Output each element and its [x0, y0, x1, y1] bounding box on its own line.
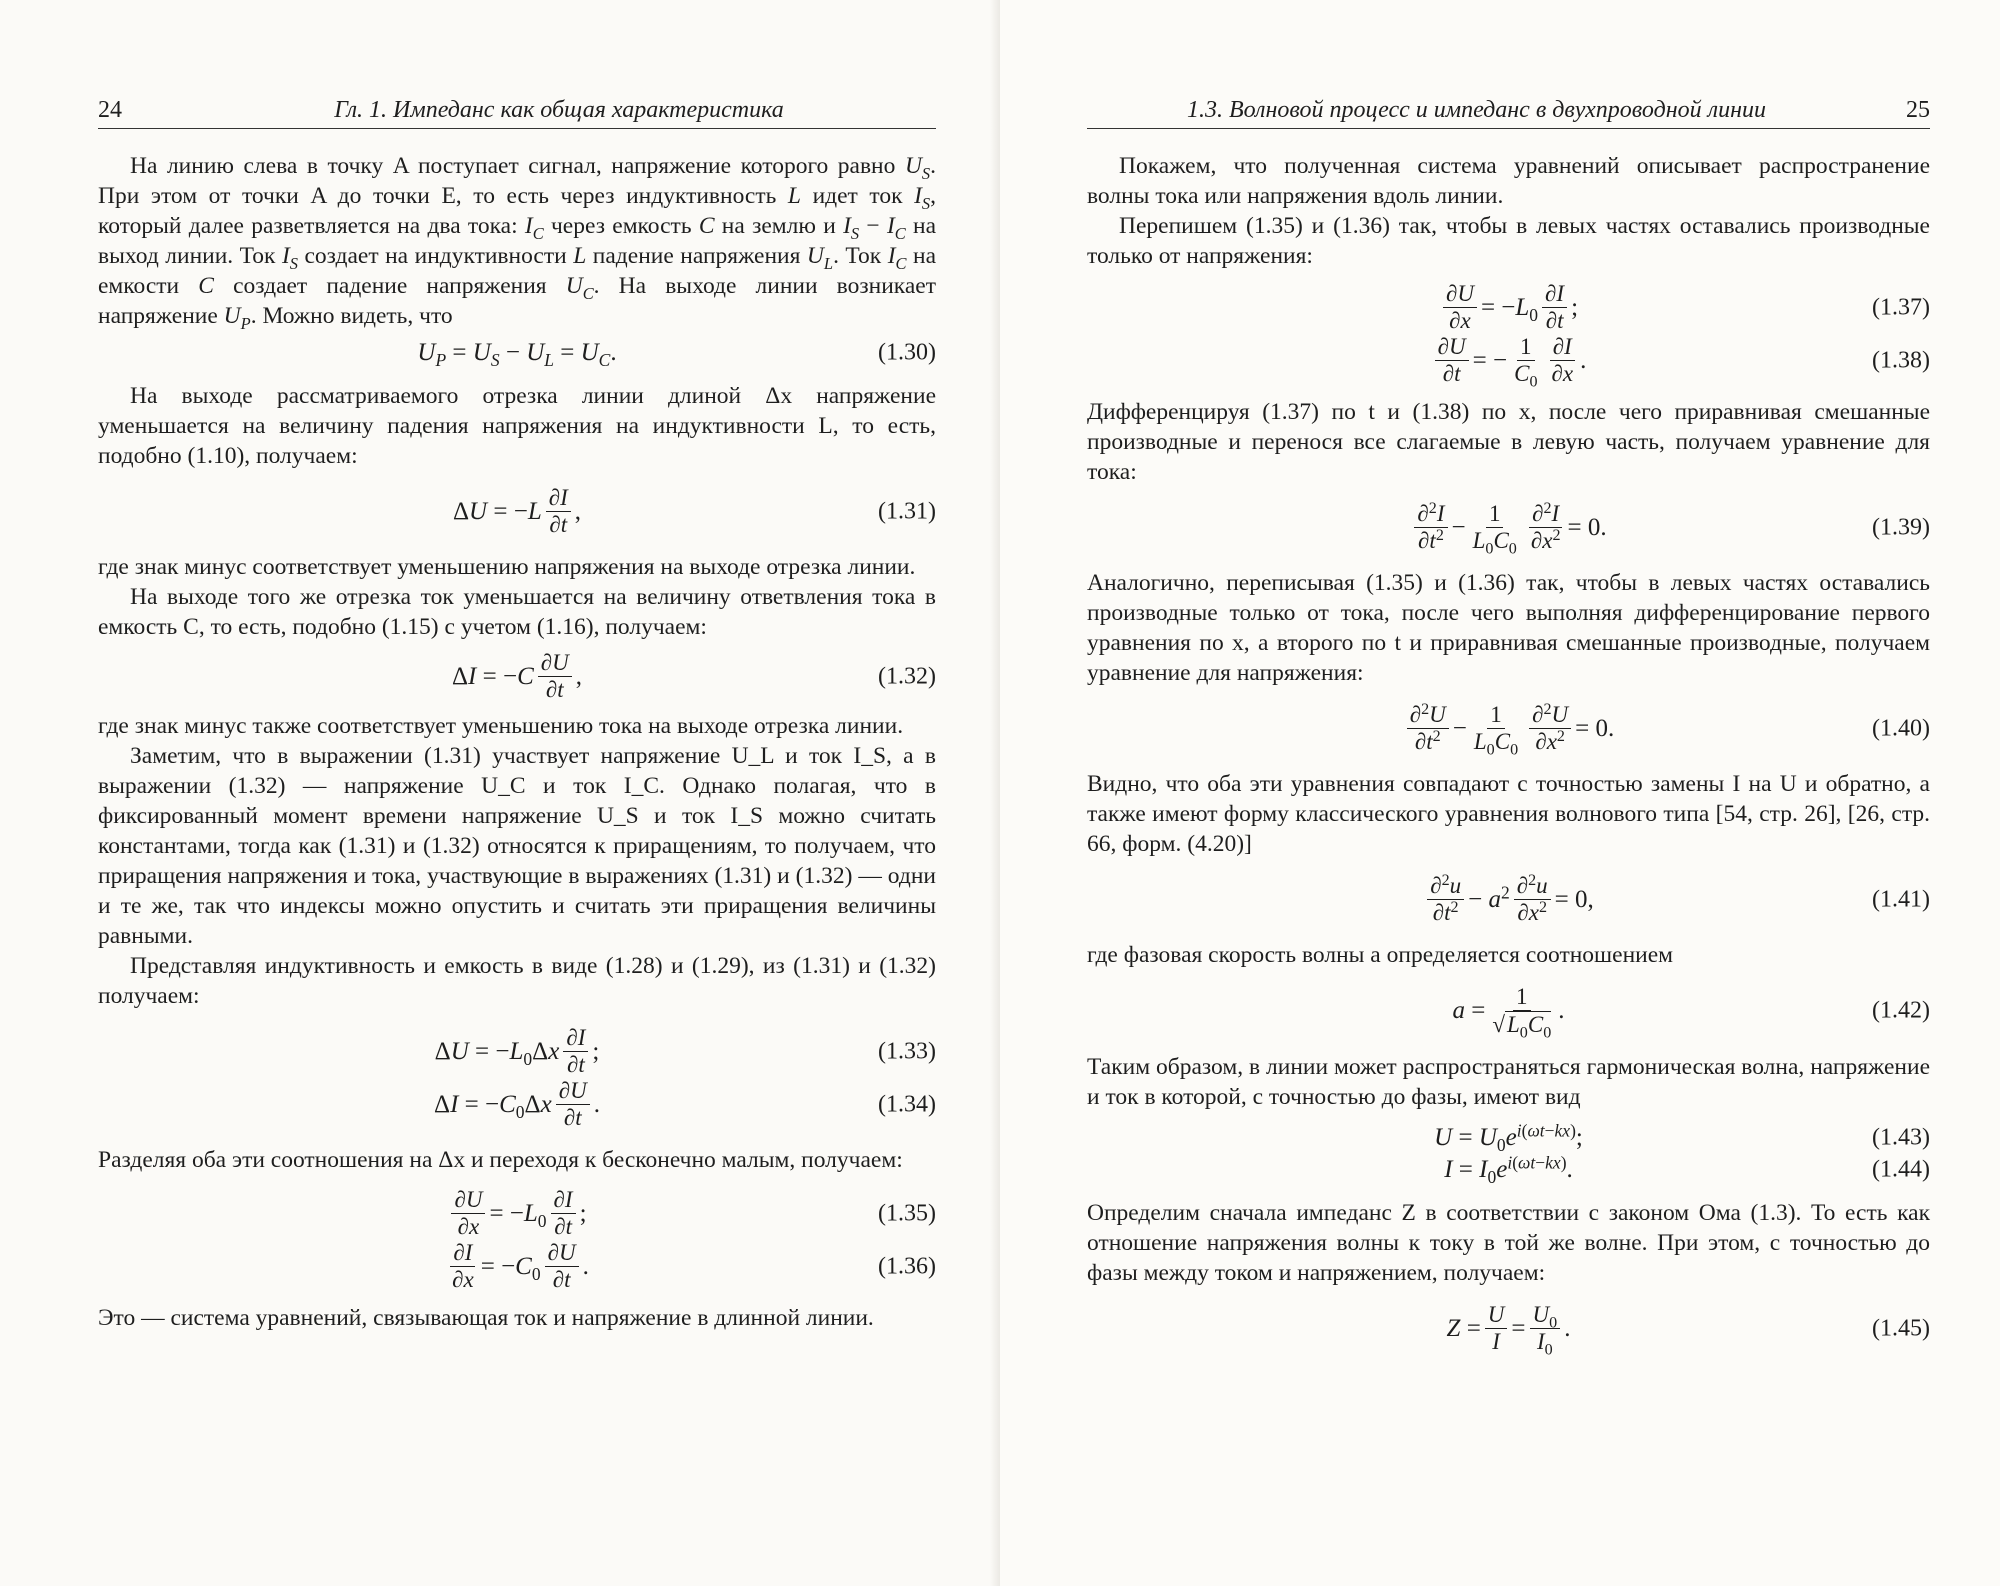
paragraph: На выходе рассматриваемого отрезка линии длиной Δx напряжение уменьшается на величину падения напряжения на индуктивности L, то есть, подобно (1.10), получаем: — [98, 383, 936, 469]
paragraph: Аналогично, переписывая (1.35) и (1.36) так, чтобы в левых частях оставались производные только от тока, после чего выполняя дифференцирование первого уравнения по x, а второго по t и приравнивая смешанные производные, получаем уравнение для напряжения: — [1087, 570, 1930, 686]
running-header-right — [1087, 92, 1930, 129]
paragraph: Дифференцируя (1.37) по t и (1.38) по x, после чего приравнивая смешанные производные и перенося все слагаемые в левую часть, получаем уравнение для тока: — [1087, 399, 1930, 485]
equation-1-45: Z = $\frac{U}{I}$ = $\frac{U_0}{I_0}$ . (1.45) — [1446, 1302, 1930, 1359]
equation-1-42: a = $\frac{1}{√L_0C_0}$ . (1.42) — [1452, 984, 1930, 1042]
equation-1-32: ΔI = −C $\frac{\partial U}{\partial t}$ , (1.32) — [451, 650, 936, 702]
equation-1-35: $\frac{\partial U}{\partial x}$ = $-L_0$ $\frac{\partial I}{\partial t}$ ; (1.35) — [98, 1187, 936, 1240]
right-page — [1000, 0, 2000, 1586]
equation-1-39: $\frac{\partial^2I}{\partial t^2}$ − $\frac{1}{L_0C_0}$ $\frac{\partial^2I}{\partial x^2}$ = 0. (1.39) — [1087, 501, 1930, 554]
paragraph: где фазовая скорость волны a определяется соотношением — [1087, 942, 1674, 968]
paragraph: На линию слева в точку A поступает сигнал, напряжение которого равно $U_S$. При этом от точки A до точки E, то есть через индуктивность L идет ток $I_S$, который далее разветвляется на два тока: $I_C$ через емкость C на землю и $I_S - I_C$ на выход линии. Ток $I_S$ создает на индуктивности L падение напряжения $U_L$. Ток $I_C$ на емкости C создает падение напряжения $U_C$. На выходе линии возникает напряжение $U_P$. Можно видеть, что — [98, 153, 937, 333]
equation-1-40: $\frac{\partial^2U}{\partial t^2}$ − $\frac{1}{L_0C_0}$ $\frac{\partial^2U}{\partial x^2}$ = 0. (1.40) — [1087, 702, 1930, 755]
equation-1-44: $I = I_0e^{i(\omega t-kx)}$. (1.44) — [1444, 1152, 1930, 1188]
paragraph: Таким образом, в линии может распространяться гармоническая волна, напряжение и ток в которой, с точностью до фазы, имеют вид — [1087, 1054, 1930, 1110]
equation-1-33: $\Delta U = -L_0\Delta x$ $\frac{\partial I}{\partial t}$ ; (1.33) — [434, 1025, 936, 1077]
page-number-right: 25 — [1906, 97, 1930, 123]
equation-1-43: $U = U_0e^{i(\omega t-kx)}$; (1.43) — [1434, 1120, 1930, 1156]
paragraph: где знак минус также соответствует уменьшению тока на выходе отрезка линии. — [98, 713, 904, 739]
paragraph: Разделяя оба эти соотношения на Δx и переходя к бесконечно малым, получаем: — [98, 1147, 903, 1173]
equation-1-30: $U_P = U_S - U_L = U_C$. (1.30) — [417, 339, 936, 371]
equation-1-41: $\frac{\partial^2u}{\partial t^2}$ − $a^2$ $\frac{\partial^2u}{\partial x^2}$ = 0, (1.41) — [1087, 873, 1930, 926]
paragraph: На выходе того же отрезка ток уменьшается на величину ответвления тока в емкость C, то есть, подобно (1.15) с учетом (1.16), получаем: — [98, 584, 936, 640]
equation-1-34: $\Delta I = -C_0\Delta x$ $\frac{\partial U}{\partial t}$ . (1.34) — [434, 1078, 936, 1130]
running-header-left — [98, 92, 936, 129]
equation-1-38: $\frac{\partial U}{\partial t}$ = − $\frac{1}{C_0}$ $\frac{\partial I}{\partial x}$ . (1.38) — [1087, 334, 1930, 387]
paragraph: Это — система уравнений, связывающая ток и напряжение в длинной линии. — [98, 1305, 874, 1331]
equation-1-37: $\frac{\partial U}{\partial x}$ = $-L_0$ $\frac{\partial I}{\partial t}$ ; (1.37) — [1087, 281, 1930, 334]
running-head-left: Гл. 1. Импеданс как общая характеристика — [334, 97, 784, 123]
paragraph: Представляя индуктивность и емкость в виде (1.28) и (1.29), из (1.31) и (1.32) получаем: — [98, 953, 936, 1009]
equation-1-36: $\frac{\partial I}{\partial x}$ = $-C_0$ $\frac{\partial U}{\partial t}$ . (1.36) — [452, 1240, 936, 1292]
equation-1-31: ΔU = −L $\frac{\partial I}{\partial t}$ , (1.31) — [452, 485, 936, 537]
running-head-right: 1.3. Волновой процесс и импеданс в двухпроводной линии — [1186, 97, 1766, 123]
paragraph: Видно, что оба эти уравнения совпадают с точностью замены I на U и обратно, а также имеют форму классического уравнения волнового типа [54, стр. 26], [26, стр. 66, форм. (4.20)] — [1087, 771, 1930, 857]
page-number-left: 24 — [98, 97, 122, 123]
paragraph: где знак минус соответствует уменьшению напряжения на выходе отрезка линии. — [98, 554, 916, 580]
paragraph: Определим сначала импеданс Z в соответствии с законом Ома (1.3). То есть как отношение напряжения волны к току в той же волне. При этом, с точностью до фазы между током и напряжением, получаем: — [1087, 1200, 1930, 1286]
paragraph: Заметим, что в выражении (1.31) участвует напряжение U_L и ток I_S, а в выражении (1.32) — напряжение U_C и ток I_C. Однако полагая, что в фиксированный момент времени напряжение U_S и ток I_S можно считать константами, тогда как (1.31) и (1.32) относятся к приращениям, то получаем, что приращения напряжения и тока, участвующие в выражениях (1.31) и (1.32) — одни и те же, так что индексы можно опустить и считать эти приращения величины равными. — [98, 743, 936, 949]
paragraph: Перепишем (1.35) и (1.36) так, чтобы в левых частях оставались производные только от напряжения: — [1087, 213, 1930, 269]
paragraph: Покажем, что полученная система уравнений описывает распространение волны тока или напряжения вдоль линии. — [1087, 153, 1930, 209]
